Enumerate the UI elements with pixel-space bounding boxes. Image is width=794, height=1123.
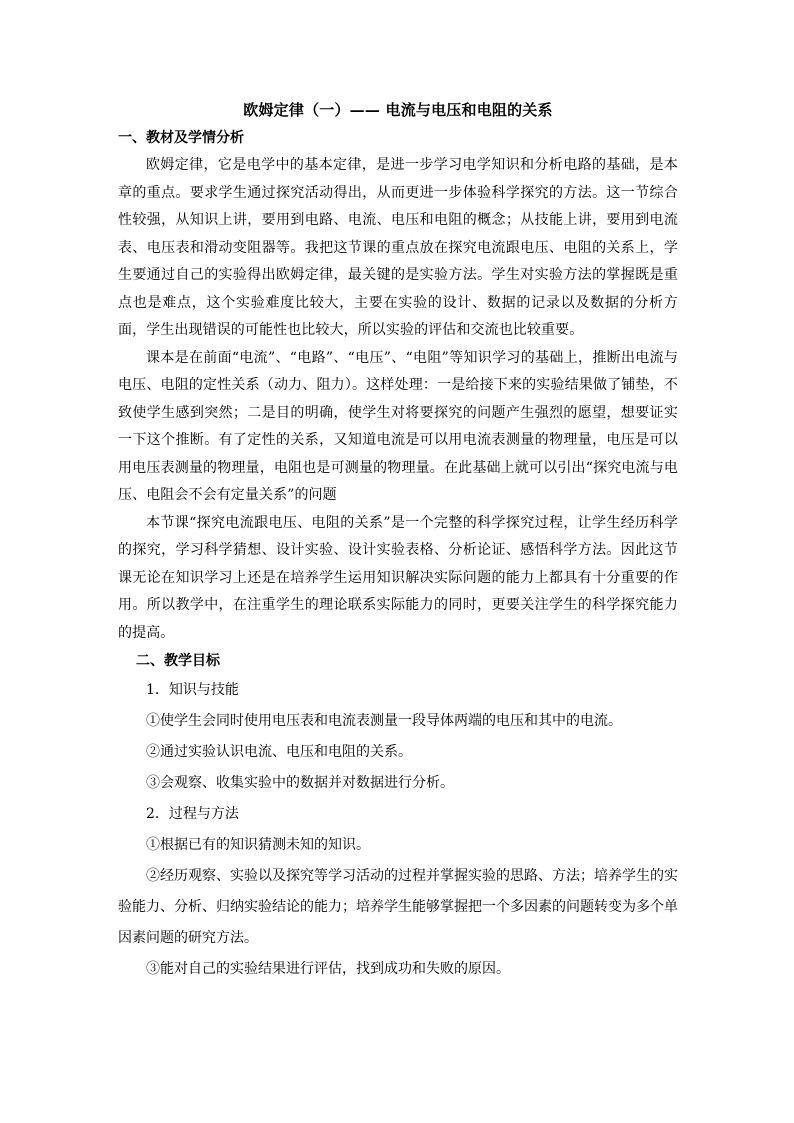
document-page bbox=[118, 96, 678, 985]
list-item: ②通过实验认识电流、电压和电阻的关系。 bbox=[146, 744, 412, 760]
section-heading-analysis: 一、教材及学情分析 bbox=[118, 130, 244, 146]
list-item: ②经历观察、实验以及探究等学习活动的过程并掌握实验的思路、方法；培养学生的实验能力、分析、归纳实验结论的能力；培养学生能够掌握把一个多因素的问题转变为多个单因素问题的研究方法。 bbox=[118, 868, 678, 946]
subheading-process-methods: 2．过程与方法 bbox=[146, 806, 239, 822]
subheading-knowledge-skills: 1．知识与技能 bbox=[146, 682, 239, 698]
paragraph: 课本是在前面“电流”、“电路”、“电压”、“电阻”等知识学习的基础上，推断出电流与电压、电阻的定性关系（动力、阻力）。这样处理：一是给接下来的实验结果做了铺垫，不致使学生感到突然；二是目的明确，使学生对将要探究的问题产生强烈的愿望，想要证实一下这个推断。有了定性的关系，又知道电流是可以用电流表测量的物理量，电压是可以用电压表测量的物理量，电阻也是可测量的物理量。在此基础上就可以引出“探究电流与电压、电阻会不会有定量关系”的问题 bbox=[118, 349, 678, 503]
list-item: ①根据已有的知识猜测未知的知识。 bbox=[146, 837, 370, 853]
paragraph: 本节课“探究电流跟电压、电阻的关系”是一个完整的科学探究过程，让学生经历科学的探究，学习科学猜想、设计实验、设计实验表格、分析论证、感悟科学方法。因此这节课无论在知识学习上还是在培养学生运用知识解决实际问题的能力上都具有十分重要的作用。所以教学中，在注重学生的理论联系实际能力的同时，更要关注学生的科学探究能力的提高。 bbox=[118, 514, 678, 641]
paragraph: 欧姆定律，它是电学中的基本定律，是进一步学习电学知识和分析电路的基础，是本章的重点。要求学生通过探究活动得出，从而更进一步体验科学探究的方法。这一节综合性较强，从知识上讲，要用到电路、电流、电压和电阻的概念；从技能上讲，要用到电流表、电压表和滑动变阻器等。我把这节课的重点放在探究电流跟电压、电阻的关系上，学生要通过自己的实验得出欧姆定律，最关键的是实验方法。学生对实验方法的掌握既是重点也是难点，这个实验难度比较大，主要在实验的设计、数据的记录以及数据的分析方面，学生出现错误的可能性也比较大，所以实验的评估和交流也比较重要。 bbox=[118, 157, 678, 338]
list-item: ①使学生会同时使用电压表和电流表测量一段导体两端的电压和其中的电流。 bbox=[146, 713, 622, 729]
document-title: 欧姆定律（一）—— 电流与电压和电阻的关系 bbox=[243, 101, 553, 119]
section-heading-objectives: 二、教学目标 bbox=[136, 653, 220, 669]
list-item: ③能对自己的实验结果进行评估，找到成功和失败的原因。 bbox=[146, 961, 510, 977]
list-item: ③会观察、收集实验中的数据并对数据进行分析。 bbox=[146, 775, 454, 791]
